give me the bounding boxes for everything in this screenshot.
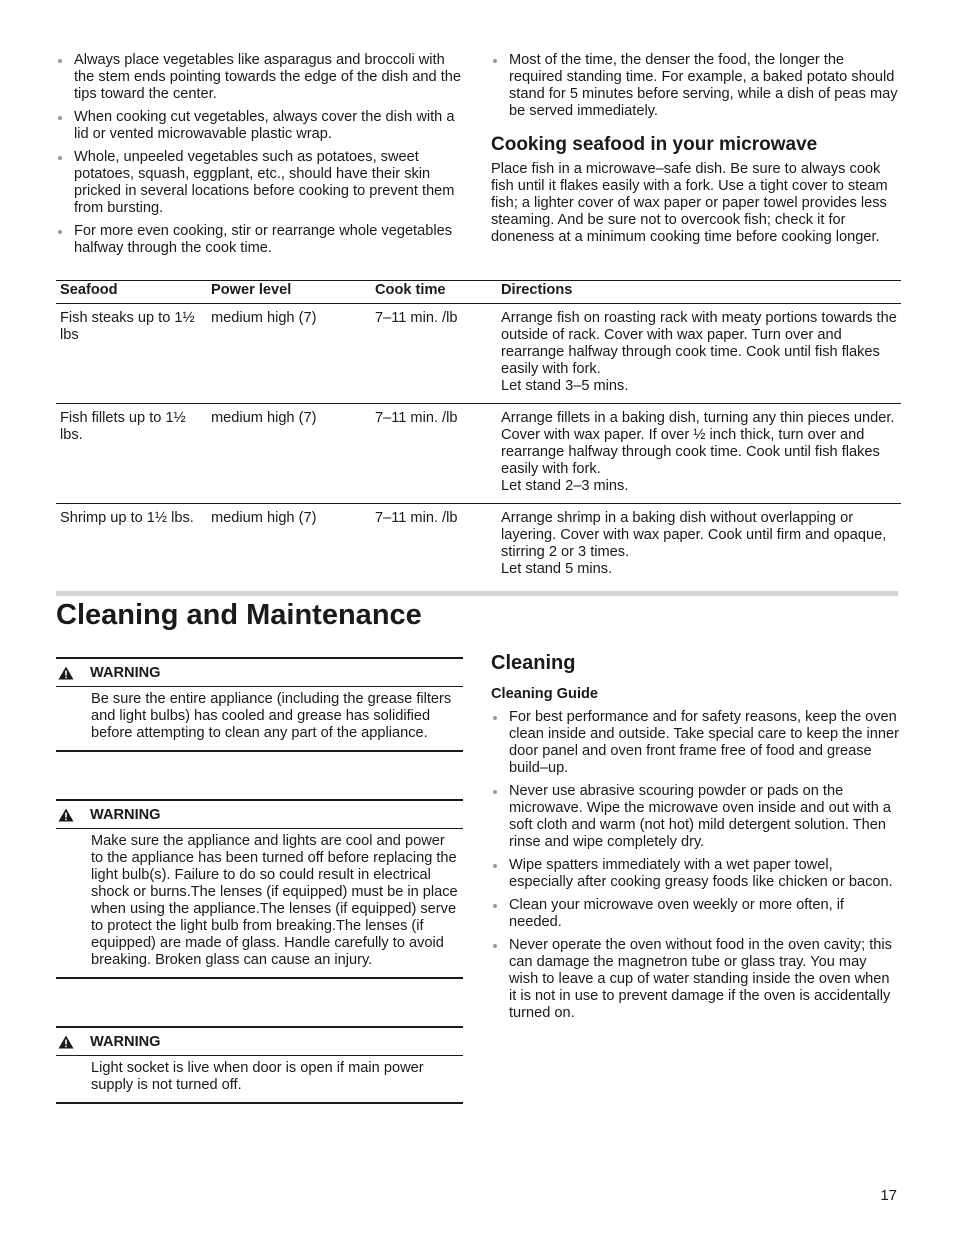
standing-time-list [491, 52, 899, 120]
directions-cell [497, 404, 901, 504]
warning-text: Be sure the entire appliance (including the grease filters and light bulbs) has cooled and grease has solidified before attempting to clean any part of the appliance. [56, 687, 463, 752]
directions-text: Arrange shrimp in a baking dish without overlapping or layering. Cover with wax paper. Cook until firm and opaque, stirring 2 or 3 times. [501, 510, 887, 560]
stand-text: Let stand 5 mins. [501, 561, 613, 577]
section-divider [56, 591, 898, 596]
directions-text: Arrange fish on roasting rack with meaty portions towards the outside of rack. Cover with wax paper. Turn over and rearrange halfway through cook time. Cook until fish flakes easily with fork. [501, 310, 897, 377]
seafood-cell: Fish fillets up to 1½ lbs. [56, 404, 207, 504]
power-cell: medium high (7) [207, 304, 371, 404]
column-header: Cook time [371, 281, 497, 304]
stand-text: Let stand 2–3 mins. [501, 478, 629, 494]
warning-box [56, 799, 463, 979]
warning-text: Light socket is live when door is open if main power supply is not turned off. [56, 1056, 463, 1104]
warning-label: WARNING [90, 1033, 161, 1050]
column-header: Directions [497, 281, 901, 304]
seafood-heading: Cooking seafood in your microwave [491, 134, 818, 155]
list-item: When cooking cut vegetables, always cover the dish with a lid or vented microwavable plastic wrap. [56, 109, 466, 143]
warning-header [56, 1028, 463, 1056]
warning-label: WARNING [90, 664, 161, 681]
table-header-row [56, 281, 901, 304]
section-title: Cleaning and Maintenance [56, 599, 422, 631]
warning-header [56, 659, 463, 687]
intro-right-column [491, 52, 899, 246]
cleaning-guide-heading: Cleaning Guide [491, 686, 599, 702]
list-item: Always place vegetables like asparagus and broccoli with the stem ends pointing towards the edge of the dish and the tips toward the center. [56, 52, 466, 103]
power-cell: medium high (7) [211, 510, 317, 526]
list-item: Wipe spatters immediately with a wet paper towel, especially after cooking greasy foods like chicken or bacon. [491, 857, 899, 891]
time-cell: 7–11 min. /lb [371, 304, 497, 404]
seafood-cell: Shrimp up to 1½ lbs. [60, 510, 194, 526]
time-cell: 7–11 min. /lb [371, 404, 497, 504]
power-cell: medium high (7) [207, 404, 371, 504]
directions-text: Arrange fillets in a baking dish, turning any thin pieces under. Cover with wax paper. If over ½ inch thick, turn over and rearrange halfway through cook time. Cook until fish flakes easily with fork. [501, 410, 895, 477]
warning-triangle-icon [58, 1035, 74, 1049]
list-item: For more even cooking, stir or rearrange whole vegetables halfway through the cook time. [56, 223, 466, 257]
table-row [56, 404, 901, 504]
cleaning-heading: Cleaning [491, 652, 576, 674]
warning-triangle-icon [58, 808, 74, 822]
list-item: Clean your microwave oven weekly or more often, if needed. [491, 897, 899, 931]
cleaning-column [491, 652, 899, 1028]
list-item: Most of the time, the denser the food, the longer the required standing time. For example, a baked potato should stand for 5 minutes before serving, while a dish of peas may be served immediately. [491, 52, 899, 120]
list-item: Whole, unpeeled vegetables such as potatoes, sweet potatoes, squash, eggplant, etc., should have their skin pricked in several locations before cooking to prevent them from bursting. [56, 149, 466, 217]
time-cell: 7–11 min. /lb [375, 510, 458, 526]
warning-triangle-icon [58, 666, 74, 680]
cleaning-list [491, 709, 899, 1022]
column-header: Power level [207, 281, 371, 304]
list-item: Never use abrasive scouring powder or pads on the microwave. Wipe the microwave oven inside and out with a soft cloth and warm (not hot) mild detergent solution. Then rinse and wipe completely dry. [491, 783, 899, 851]
warning-label: WARNING [90, 806, 161, 823]
seafood-cell: Fish steaks up to 1½ lbs [56, 304, 207, 404]
list-item: Never operate the oven without food in the oven cavity; this can damage the magnetron tube or glass tray. You may wish to leave a cup of water standing inside the oven when it is not in use to prevent damage if the oven is accidentally turned on. [491, 937, 899, 1022]
column-header: Seafood [56, 281, 207, 304]
warning-box [56, 1026, 463, 1104]
warning-header [56, 801, 463, 829]
warning-text: Make sure the appliance and lights are cool and power to the appliance has been turned off before replacing the light bulb(s). Failure to do so could result in electrical shock or burns.The lenses (if equipped) must be in place when using the appliance.The lenses (if equipped) serve to protect the light bulb from breaking.The lenses (if equipped) are made of glass. Handle carefully to avoid breaking. Broken glass can cause an injury. [56, 829, 463, 979]
directions-cell [497, 304, 901, 404]
stand-text: Let stand 3–5 mins. [501, 378, 629, 394]
table-row [56, 304, 901, 404]
seafood-table [56, 280, 901, 586]
intro-left-column [56, 52, 466, 263]
warning-box [56, 657, 463, 752]
seafood-paragraph: Place fish in a microwave–safe dish. Be sure to always cook fish until it flakes easily with a fork. Use a tight cover to steam fish; a lighter cover of wax paper or paper towel provides less steaming. And be sure not to overcook fish; check it for doneness at a minimum cooking time before cooking longer. [491, 161, 888, 245]
list-item: For best performance and for safety reasons, keep the oven clean inside and outside. Take special care to keep the inner door panel and oven front frame free of food and grease build–up. [491, 709, 899, 777]
directions-cell [497, 504, 901, 587]
table-row [56, 504, 901, 587]
page-number: 17 [880, 1187, 897, 1204]
vegetable-tips-list [56, 52, 466, 257]
